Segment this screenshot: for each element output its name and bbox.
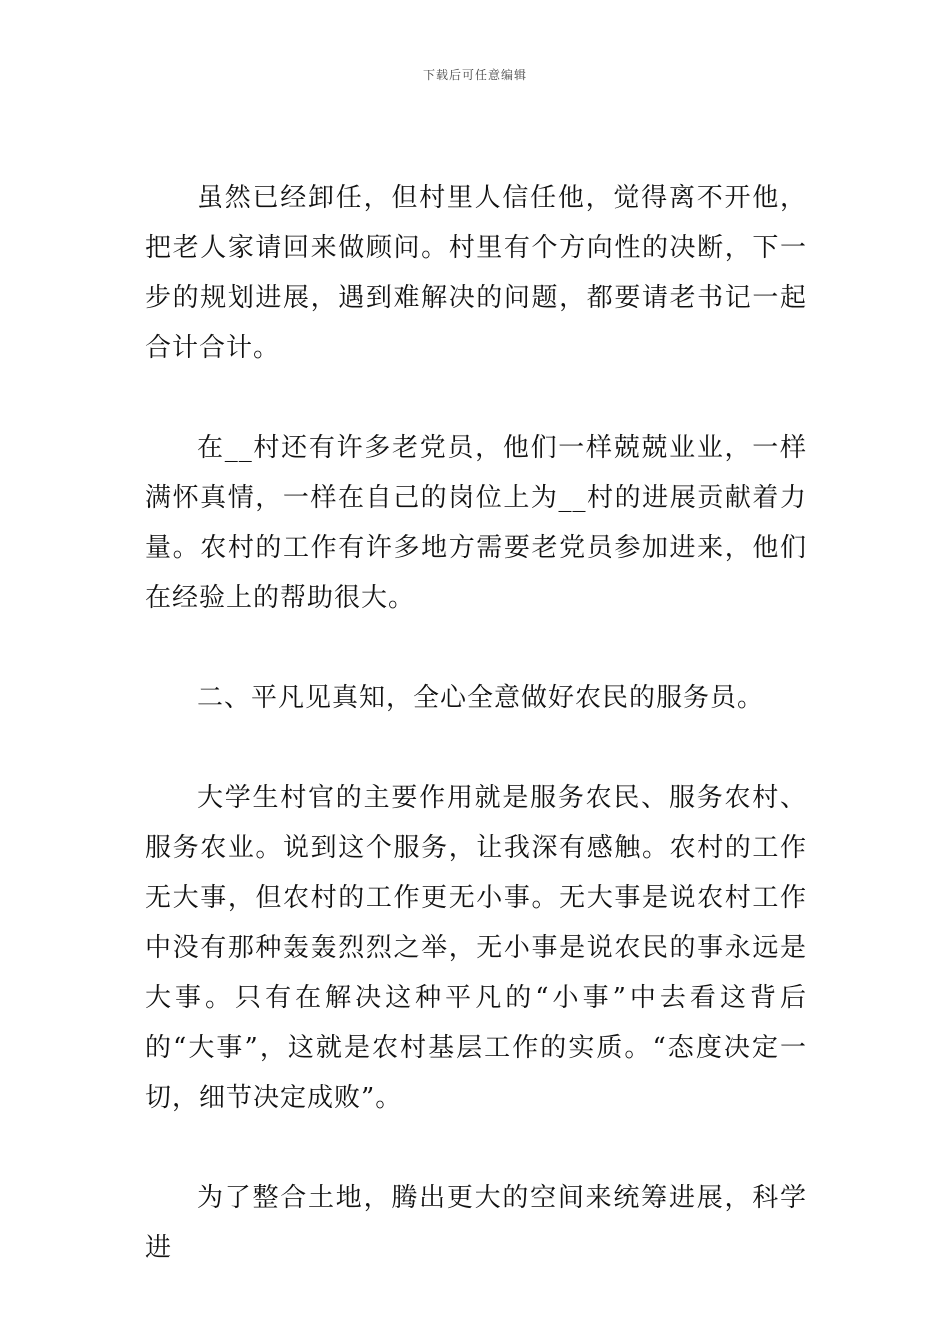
paragraph-2: 在__村还有许多老党员，他们一样兢兢业业，一样满怀真情，一样在自己的岗位上为__村的进展贡献着力量。农村的工作有许多地方需要老党员参加进来，他们在经验上的帮助很大。 [145,433,807,613]
section-heading: 二、平凡见真知，全心全意做好农民的服务员。 [197,683,765,713]
document-body [145,173,807,1323]
paragraph-4: 为了整合土地，腾出更大的空间来统筹进展，科学进 [145,1183,807,1263]
paragraph-3: 大学生村官的主要作用就是服务农民、服务农村、服务农业。说到这个服务，让我深有感触。农村的工作无大事，但农村的工作更无小事。无大事是说农村工作中没有那种轰轰烈烈之举，无小事是说农民的事永远是大事。只有在解决这种平凡的“小事”中去看这背后的“大事”，这就是农村基层工作的实质。“态度决定一切，细节决定成败”。 [145,783,807,1113]
paragraph-1: 虽然已经卸任，但村里人信任他，觉得离不开他，把老人家请回来做顾问。村里有个方向性的决断，下一步的规划进展，遇到难解决的问题，都要请老书记一起合计合计。 [145,183,807,363]
page-header: 下载后可任意编辑 [422,68,527,82]
